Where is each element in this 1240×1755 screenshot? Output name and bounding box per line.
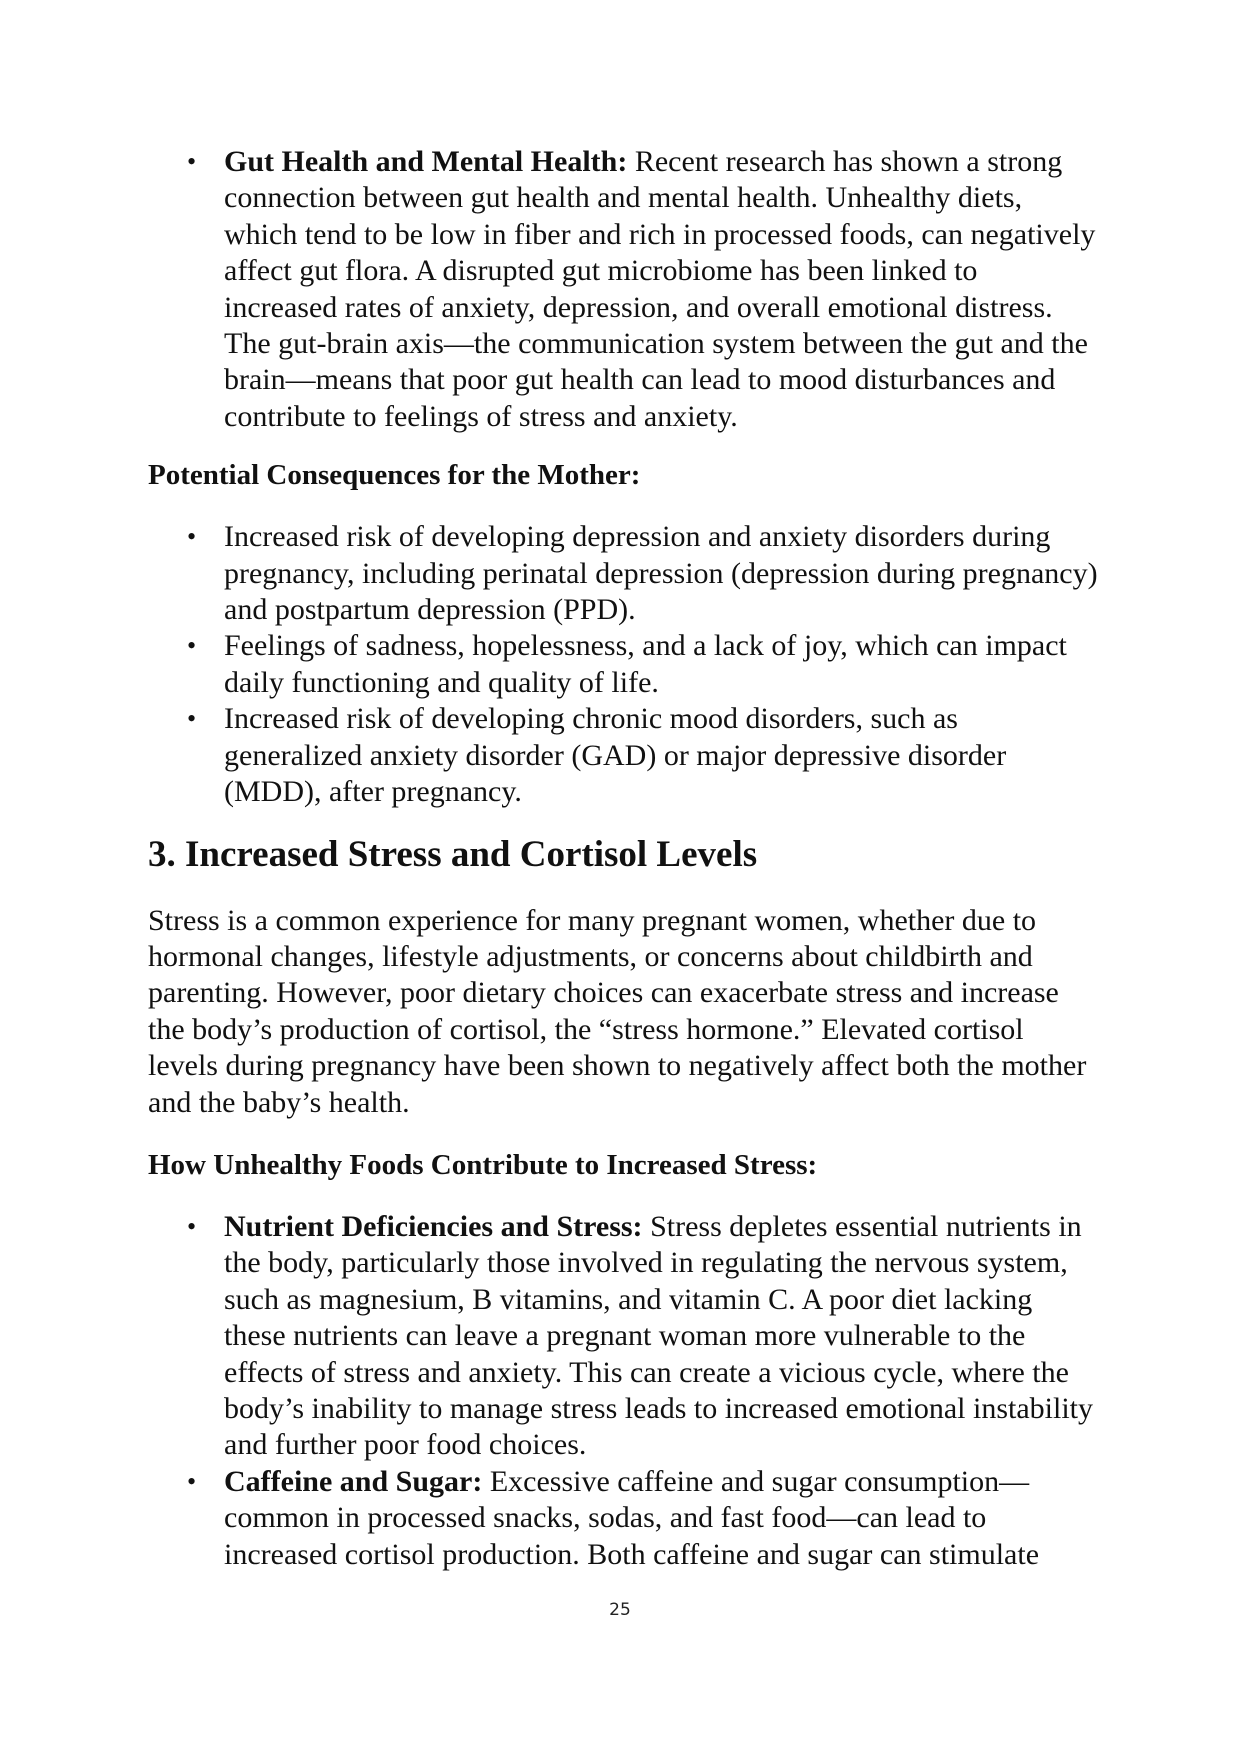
- list-item-term: Nutrient Deficiencies and Stress:: [224, 1209, 643, 1243]
- list-item-term: Gut Health and Mental Health:: [224, 145, 628, 178]
- stress-contributors-list: [148, 1209, 1098, 1573]
- mother-consequences-list: [148, 519, 1098, 810]
- page-number: 25: [609, 1600, 631, 1620]
- list-item: [148, 701, 1098, 810]
- bullet-glyph: •: [187, 704, 197, 734]
- stress-contributors-heading: How Unhealthy Foods Contribute to Increased Stress:: [148, 1148, 818, 1181]
- bullet-glyph: •: [187, 522, 197, 552]
- list-item-text: Stress depletes essential nutrients in the body, particularly those involved in regulating the nervous system, such as magnesium, B vitamins, and vitamin C. A poor diet lacking these nutrients can leave a pregnant woman more vulnerable to the effects of stress and anxiety. This can create a vicious cycle, where the body’s inability to manage stress leads to increased emotional instability and further poor food choices.: [224, 1209, 1093, 1462]
- bullet-glyph: •: [187, 1211, 197, 1241]
- list-item-text: Increased risk of developing chronic mood disorders, such as generalized anxiety disorder (GAD) or major depressive disorder (MDD), after pregnancy.: [224, 702, 1007, 809]
- list-item-text: Excessive caffeine and sugar consumption—common in processed snacks, sodas, and fast food—can lead to increased cortisol production. Both caffeine and sugar can stimulate: [224, 1464, 1040, 1571]
- list-item-term: Caffeine and Sugar:: [224, 1464, 483, 1498]
- page-content: [148, 144, 1098, 1573]
- section-paragraph: Stress is a common experience for many pregnant women, whether due to hormonal changes, lifestyle adjustments, or concerns about childbirth and parenting. However, poor dietary choices can exacerbate stress and increase the body’s production of cortisol, the “stress hormone.” Elevated cortisol levels during pregnancy have been shown to negatively affect both the mother and the baby’s health.: [148, 903, 1087, 1119]
- list-item-text: Feelings of sadness, hopelessness, and a lack of joy, which can impact daily functioning and quality of life.: [224, 629, 1067, 699]
- list-item-text: Increased risk of developing depression and anxiety disorders during pregnancy, including perinatal depression (depression during pregnancy) and postpartum depression (PPD).: [224, 520, 1098, 627]
- list-item: [148, 628, 1098, 701]
- list-item: [148, 1464, 1098, 1573]
- bullet-glyph: •: [187, 1466, 197, 1496]
- bullet-glyph: •: [187, 147, 197, 176]
- gut-health-list: [148, 144, 1098, 435]
- list-item-text: Recent research has shown a strong connection between gut health and mental health. Unhealthy diets, which tend to be low in fiber and rich in processed foods, can negatively affect gut flora. A disrupted gut microbiome has been linked to increased rates of anxiety, depression, and overall emotional distress. The gut-brain axis—the communication system between the gut and the brain—means that poor gut health can lead to mood disturbances and contribute to feelings of stress and anxiety.: [224, 145, 1096, 433]
- list-item: [148, 1209, 1098, 1464]
- mother-consequences-heading: Potential Consequences for the Mother:: [148, 459, 641, 492]
- list-item: [148, 144, 1098, 435]
- section-heading: 3. Increased Stress and Cortisol Levels: [148, 833, 758, 875]
- list-item: [148, 519, 1098, 628]
- bullet-glyph: •: [187, 631, 197, 661]
